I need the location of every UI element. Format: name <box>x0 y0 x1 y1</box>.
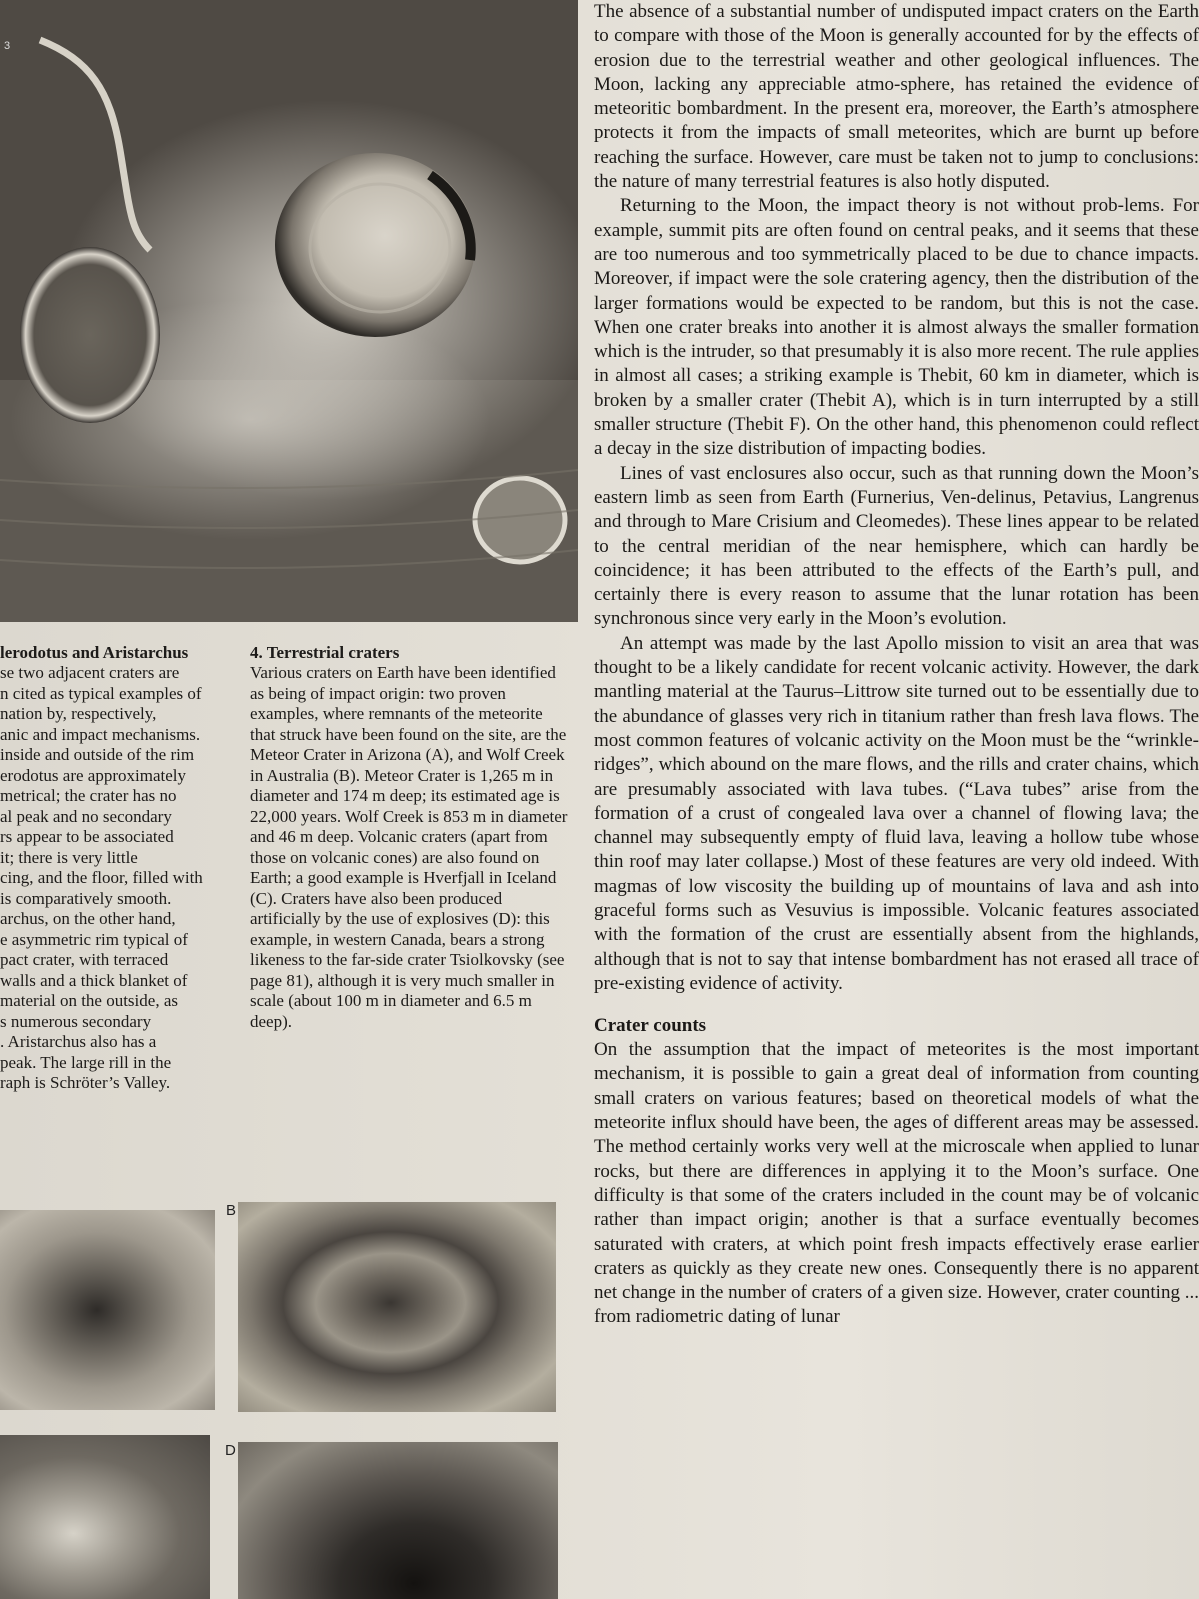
caption-line: is comparatively smooth. <box>0 888 172 908</box>
caption-line: metrical; the crater has no <box>0 786 177 805</box>
caption-line: . Aristarchus also has a <box>0 1032 157 1051</box>
caption-line: cing, and the floor, filled with <box>0 868 203 887</box>
caption-line: peak. The large rill in the <box>0 1052 172 1072</box>
caption-line: se two adjacent craters are <box>0 663 180 682</box>
caption-line: s numerous secondary <box>0 1011 152 1031</box>
section-heading-crater-counts: Crater counts <box>594 1015 707 1037</box>
caption-line: inside and outside of the rim <box>0 745 195 764</box>
caption-line: n cited as typical examples of <box>0 683 202 703</box>
body-text-column <box>594 0 1199 1330</box>
caption-text: Various craters on Earth have been identified as being of impact origin: two proven examples, where remnants of the meteorite that struck have been found on the site, are the Meteor Crater in Arizona (A), and Wolf Creek in Australia (B). Meteor Crater is 1,265 m in diameter and 174 m deep; its estimated age is 22,000 years. Wolf Creek is 853 m in diameter and 46 m deep. Volcanic craters (apart from those on volcanic cones) are also found on Earth; a good example is Hverfjall in Iceland (C). Craters have also been produced artificially by the use of explosives (D): this example, in western Canada, bears a strong likeness to the far-side crater Tsiolkovsky (see page 81), although it is very much smaller in scale (about 100 m in diameter and 6.5 m deep). <box>250 663 568 1031</box>
caption-herodotus-aristarchus <box>0 643 232 1094</box>
caption-line: raph is Schröter’s Valley. <box>0 1073 171 1092</box>
caption-line: walls and a thick blanket of <box>0 970 188 990</box>
caption-terrestrial-craters <box>250 643 570 1032</box>
photo-wolf-creek <box>238 1202 556 1412</box>
caption-line: archus, on the other hand, <box>0 909 176 928</box>
caption-line: pact crater, with terraced <box>0 950 169 969</box>
figure-label-b: B <box>226 1202 237 1219</box>
caption-lines <box>0 663 232 1094</box>
photo-hverfjall <box>0 1435 210 1599</box>
caption-line: anic and impact mechanisms. <box>0 724 201 744</box>
moon-crater-photo <box>0 0 578 622</box>
caption-line: nation by, respectively, <box>0 704 157 723</box>
caption-line: it; there is very little <box>0 847 138 867</box>
moon-crater-illustration <box>0 0 578 622</box>
caption-heading: lerodotus and Aristarchus <box>0 643 189 662</box>
caption-line: al peak and no secondary <box>0 806 172 826</box>
caption-line: rs appear to be associated <box>0 827 174 846</box>
paragraph: Returning to the Moon, the impact theory is not without prob-lems. For example, summit pits are often found on central peaks, and it seems that these are too numerous and too symmetrically placed to be due to chance impacts. Moreover, if impact were the sole cratering agency, then the distribution of the larger formations would be expected to be random, but this is not the case. When one crater breaks into another it is almost always the smaller formation which is the intruder, so that presumably it is also more recent. The rule applies in almost all cases; a striking example is Thebit, 60 km in diameter, which is broken by a smaller crater (Thebit A), which is in turn interrupted by a still smaller structure (Thebit F). On the other hand, this phenomenon could reflect a decay in the size distribution of impacting bodies. <box>594 195 1199 460</box>
paragraph: Lines of vast enclosures also occur, such as that running down the Moon’s eastern limb as seen from Earth (Furnerius, Ven-delinus, Petavius, Langrenus and through to Mare Crisium and Cleomedes). These lines appear to be related to the central meridian of the near hemisphere, which can hardly be coincidence; it has been attributed to the effects of the Earth’s pull, and certainly there is every reason to assume that the lunar rotation has been synchronous since very early in the Moon’s evolution. <box>594 462 1199 630</box>
caption-heading: 4. Terrestrial craters <box>250 643 400 662</box>
photo-meteor-crater <box>0 1210 215 1410</box>
caption-line: erodotus are approximately <box>0 765 186 785</box>
caption-line: material on the outside, as <box>0 991 178 1010</box>
photo-explosive-crater <box>238 1442 558 1599</box>
paragraph: The absence of a substantial number of undisputed impact craters on the Earth to compare with those of the Moon is generally accounted for by the effects of erosion due to the terrestrial weather and other geological influences. The Moon, lacking any appreciable atmo-sphere, has retained the evidence of meteoritic bombardment. In the present era, moreover, the Earth’s atmosphere protects it from the impacts of small meteorites, which are burnt up before reaching the surface. However, care must be taken not to jump to conclusions: the nature of many terrestrial features is also hotly disputed. <box>594 1 1199 193</box>
caption-line: e asymmetric rim typical of <box>0 929 188 949</box>
paragraph: An attempt was made by the last Apollo mission to visit an area that was thought to be a likely candidate for recent volcanic activity. However, the dark mantling material at the Taurus–Littrow site turned out to be essentially due to the abundance of glasses very rich in titanium rather than fresh lava flows. The most common features of volcanic activity on the Moon must be the “wrinkle-ridges”, which abound on the mare flows, and the rills and crater chains, which are presumably associated with lava tubes. (“Lava tubes” arise from the formation of a crust of congealed lava over a channel of flowing lava; the channel may subsequently empty of fluid lava, leaving a hollow tube whose thin roof may later collapse.) Most of these features are very old indeed. With magmas of low viscosity the building up of mountains of lava and ash into graceful forms such as Vesuvius is impossible. Volcanic features associated with the formation of the crust are essentially absent from the highlands, although that is not to say that intense bombardment has not erased all trace of pre-existing evidence of activity. <box>594 632 1199 994</box>
page-number: 3 <box>4 40 11 52</box>
figure-label-d: D <box>225 1442 236 1459</box>
paragraph: On the assumption that the impact of meteorites is the most important mechanism, it is possible to gain a great deal of information from counting small craters on various features; based on theoretical models of what the meteorite influx should have been, the ages of different areas may be assessed. The method certainly works very well at the microscale when applied to lunar rocks, but there are differences in applying it to the Moon’s surface. One difficulty is that some of the craters included in the count may be of volcanic rather than impact origin; another is that a surface eventually becomes saturated with craters, at which point fresh impacts effectively erase earlier craters as quickly as they create new ones. Consequently there is no apparent net change in the number of craters of a given size. However, crater counting ... from radiometric dating of lunar <box>594 1039 1199 1328</box>
